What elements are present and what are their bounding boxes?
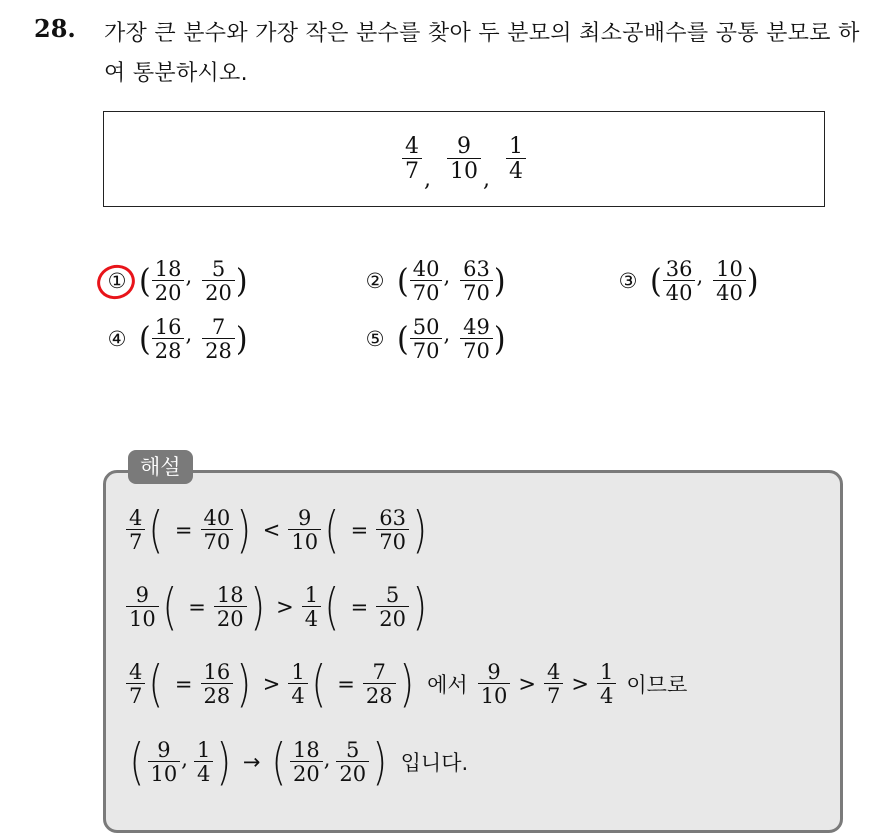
separator: , [483,167,490,192]
choice-fraction [713,258,746,304]
denominator: 10 [126,606,159,630]
choice-marker: ④ [107,327,127,352]
fraction [302,584,321,630]
numerator: 9 [298,505,312,530]
close-paren: ) [493,261,506,301]
denominator: 7 [126,529,145,553]
numerator: 5 [346,737,360,762]
numerator: 5 [385,582,400,607]
numerator: 4 [547,659,561,684]
open-paren: ( [311,655,326,713]
numerator: 4 [405,133,419,159]
numerator: 18 [216,582,244,607]
solution-text: 이므로 [626,673,688,697]
solution-line-4 [126,733,478,791]
choice-fraction [202,258,235,304]
open-paren: ( [397,261,409,301]
equals-sign: = [174,672,193,696]
numerator: 50 [412,315,440,339]
numerator: 40 [203,505,231,530]
numerator: 16 [203,659,231,684]
fraction [544,661,563,707]
denominator: 4 [288,683,307,707]
numerator: 1 [196,737,211,762]
numerator: 7 [372,659,386,684]
denominator: 4 [597,683,616,707]
comma: , [185,264,193,289]
numerator: 36 [665,257,693,281]
solution-line-3 [126,655,697,713]
numerator: 49 [463,315,490,339]
equals-sign: = [174,518,193,542]
choice-3[interactable] [615,258,760,304]
compare-sign: > [518,672,537,696]
fraction [148,739,181,785]
denominator: 4 [302,606,321,630]
choice-fraction [663,258,696,304]
fraction [126,507,145,553]
open-paren: ( [139,319,151,359]
denominator: 20 [214,606,247,630]
choice-fraction [460,316,493,362]
close-paren: ) [372,733,388,791]
numerator: 4 [129,505,143,530]
choice-fraction [152,316,185,362]
open-paren: ( [397,319,409,359]
choice-5[interactable] [362,316,507,362]
choice-2[interactable] [362,258,507,304]
close-paren: ) [236,655,252,713]
fraction [597,661,616,707]
denominator: 70 [376,529,409,553]
choice-marker: ② [365,269,385,294]
close-paren: ) [250,578,265,636]
comma: , [696,264,704,289]
close-paren: ) [236,501,252,559]
choice-fraction [152,258,185,304]
denominator: 40 [713,280,746,304]
equals-sign: = [350,595,369,619]
denominator: 28 [152,338,185,362]
choice-marker: ⑤ [365,327,385,352]
fraction [214,584,247,630]
given-fraction [506,135,526,183]
close-paren: ) [412,578,428,636]
denominator: 28 [202,338,235,362]
denominator: 20 [336,761,369,785]
denominator: 70 [410,280,443,304]
denominator: 20 [152,280,185,304]
comma: , [323,747,331,771]
equals-sign: = [337,672,355,696]
fraction [288,661,307,707]
numerator: 7 [211,315,226,339]
close-paren: ) [235,319,248,359]
given-fractions-box [103,111,825,207]
denominator: 10 [288,529,321,553]
denominator: 20 [290,761,323,785]
denominator: 20 [376,606,409,630]
numerator: 16 [154,315,182,339]
numerator: 9 [487,659,501,684]
close-paren: ) [399,655,414,713]
numerator: 63 [463,257,490,281]
question-number: 28. [34,14,76,43]
denominator: 70 [460,338,493,362]
open-paren: ( [129,733,145,791]
question-text: 가장 큰 분수와 가장 작은 분수를 찾아 두 분모의 최소공배수를 공통 분모로 하여 통분하시오. [104,21,860,86]
solution-text: 에서 [427,673,468,697]
numerator: 1 [304,582,319,607]
numerator: 9 [457,133,471,159]
denominator: 7 [402,158,422,183]
numerator: 1 [509,133,523,159]
denominator: 7 [544,683,563,707]
close-paren: ) [216,733,232,791]
solution-label: 해설 [128,450,193,484]
open-paren: ( [148,501,164,559]
open-paren: ( [324,578,340,636]
compare-sign: > [571,672,590,696]
denominator: 7 [126,683,145,707]
fraction [363,661,396,707]
denominator: 10 [478,683,511,707]
given-fraction [447,135,481,183]
equals-sign: = [350,518,369,542]
open-paren: ( [650,261,662,301]
fraction [478,661,511,707]
arrow-sign: → [242,750,261,774]
fraction [336,739,369,785]
fraction [194,739,213,785]
compare-sign: > [276,595,294,619]
open-paren: ( [148,655,164,713]
solution-line-2 [126,578,430,636]
fraction [376,584,409,630]
denominator: 4 [194,761,213,785]
open-paren: ( [324,501,340,559]
fraction [126,584,159,630]
close-paren: ) [746,261,759,301]
compare-sign: > [262,672,281,696]
fraction [288,507,321,553]
fraction [201,661,234,707]
denominator: 28 [201,683,234,707]
numerator: 4 [129,659,143,684]
numerator: 10 [716,257,743,281]
solution-line-1 [126,501,430,559]
numerator: 18 [292,737,320,762]
denominator: 28 [363,683,396,707]
denominator: 40 [663,280,696,304]
equals-sign: = [188,595,206,619]
close-paren: ) [412,501,428,559]
numerator: 1 [291,659,305,684]
open-paren: ( [139,261,151,301]
solution-text: 입니다. [400,751,469,775]
choice-fraction [202,316,235,362]
choice-marker: ③ [618,269,638,294]
denominator: 70 [201,529,234,553]
numerator: 63 [379,505,406,530]
close-paren: ) [235,261,248,301]
denominator: 70 [410,338,443,362]
fraction [290,739,323,785]
given-fraction [402,135,422,183]
comma: , [181,747,188,771]
compare-sign: < [262,518,281,542]
numerator: 5 [211,257,226,281]
comma: , [443,264,451,289]
choice-fraction [460,258,493,304]
separator: , [424,167,431,192]
denominator: 10 [447,158,481,183]
numerator: 9 [135,582,150,607]
choice-4[interactable] [104,316,249,362]
open-paren: ( [271,733,287,791]
numerator: 1 [600,659,614,684]
numerator: 9 [157,737,171,762]
denominator: 4 [506,158,526,183]
fraction [201,507,234,553]
choice-fraction [410,258,443,304]
comma: , [443,322,451,347]
choice-fraction [410,316,443,362]
denominator: 70 [460,280,493,304]
numerator: 40 [412,257,440,281]
numerator: 18 [154,257,182,281]
comma: , [185,322,193,347]
denominator: 10 [148,761,181,785]
open-paren: ( [162,578,177,636]
fraction [126,661,145,707]
choice-marker: ① [107,269,127,294]
close-paren: ) [493,319,506,359]
denominator: 20 [202,280,235,304]
fraction [376,507,409,553]
